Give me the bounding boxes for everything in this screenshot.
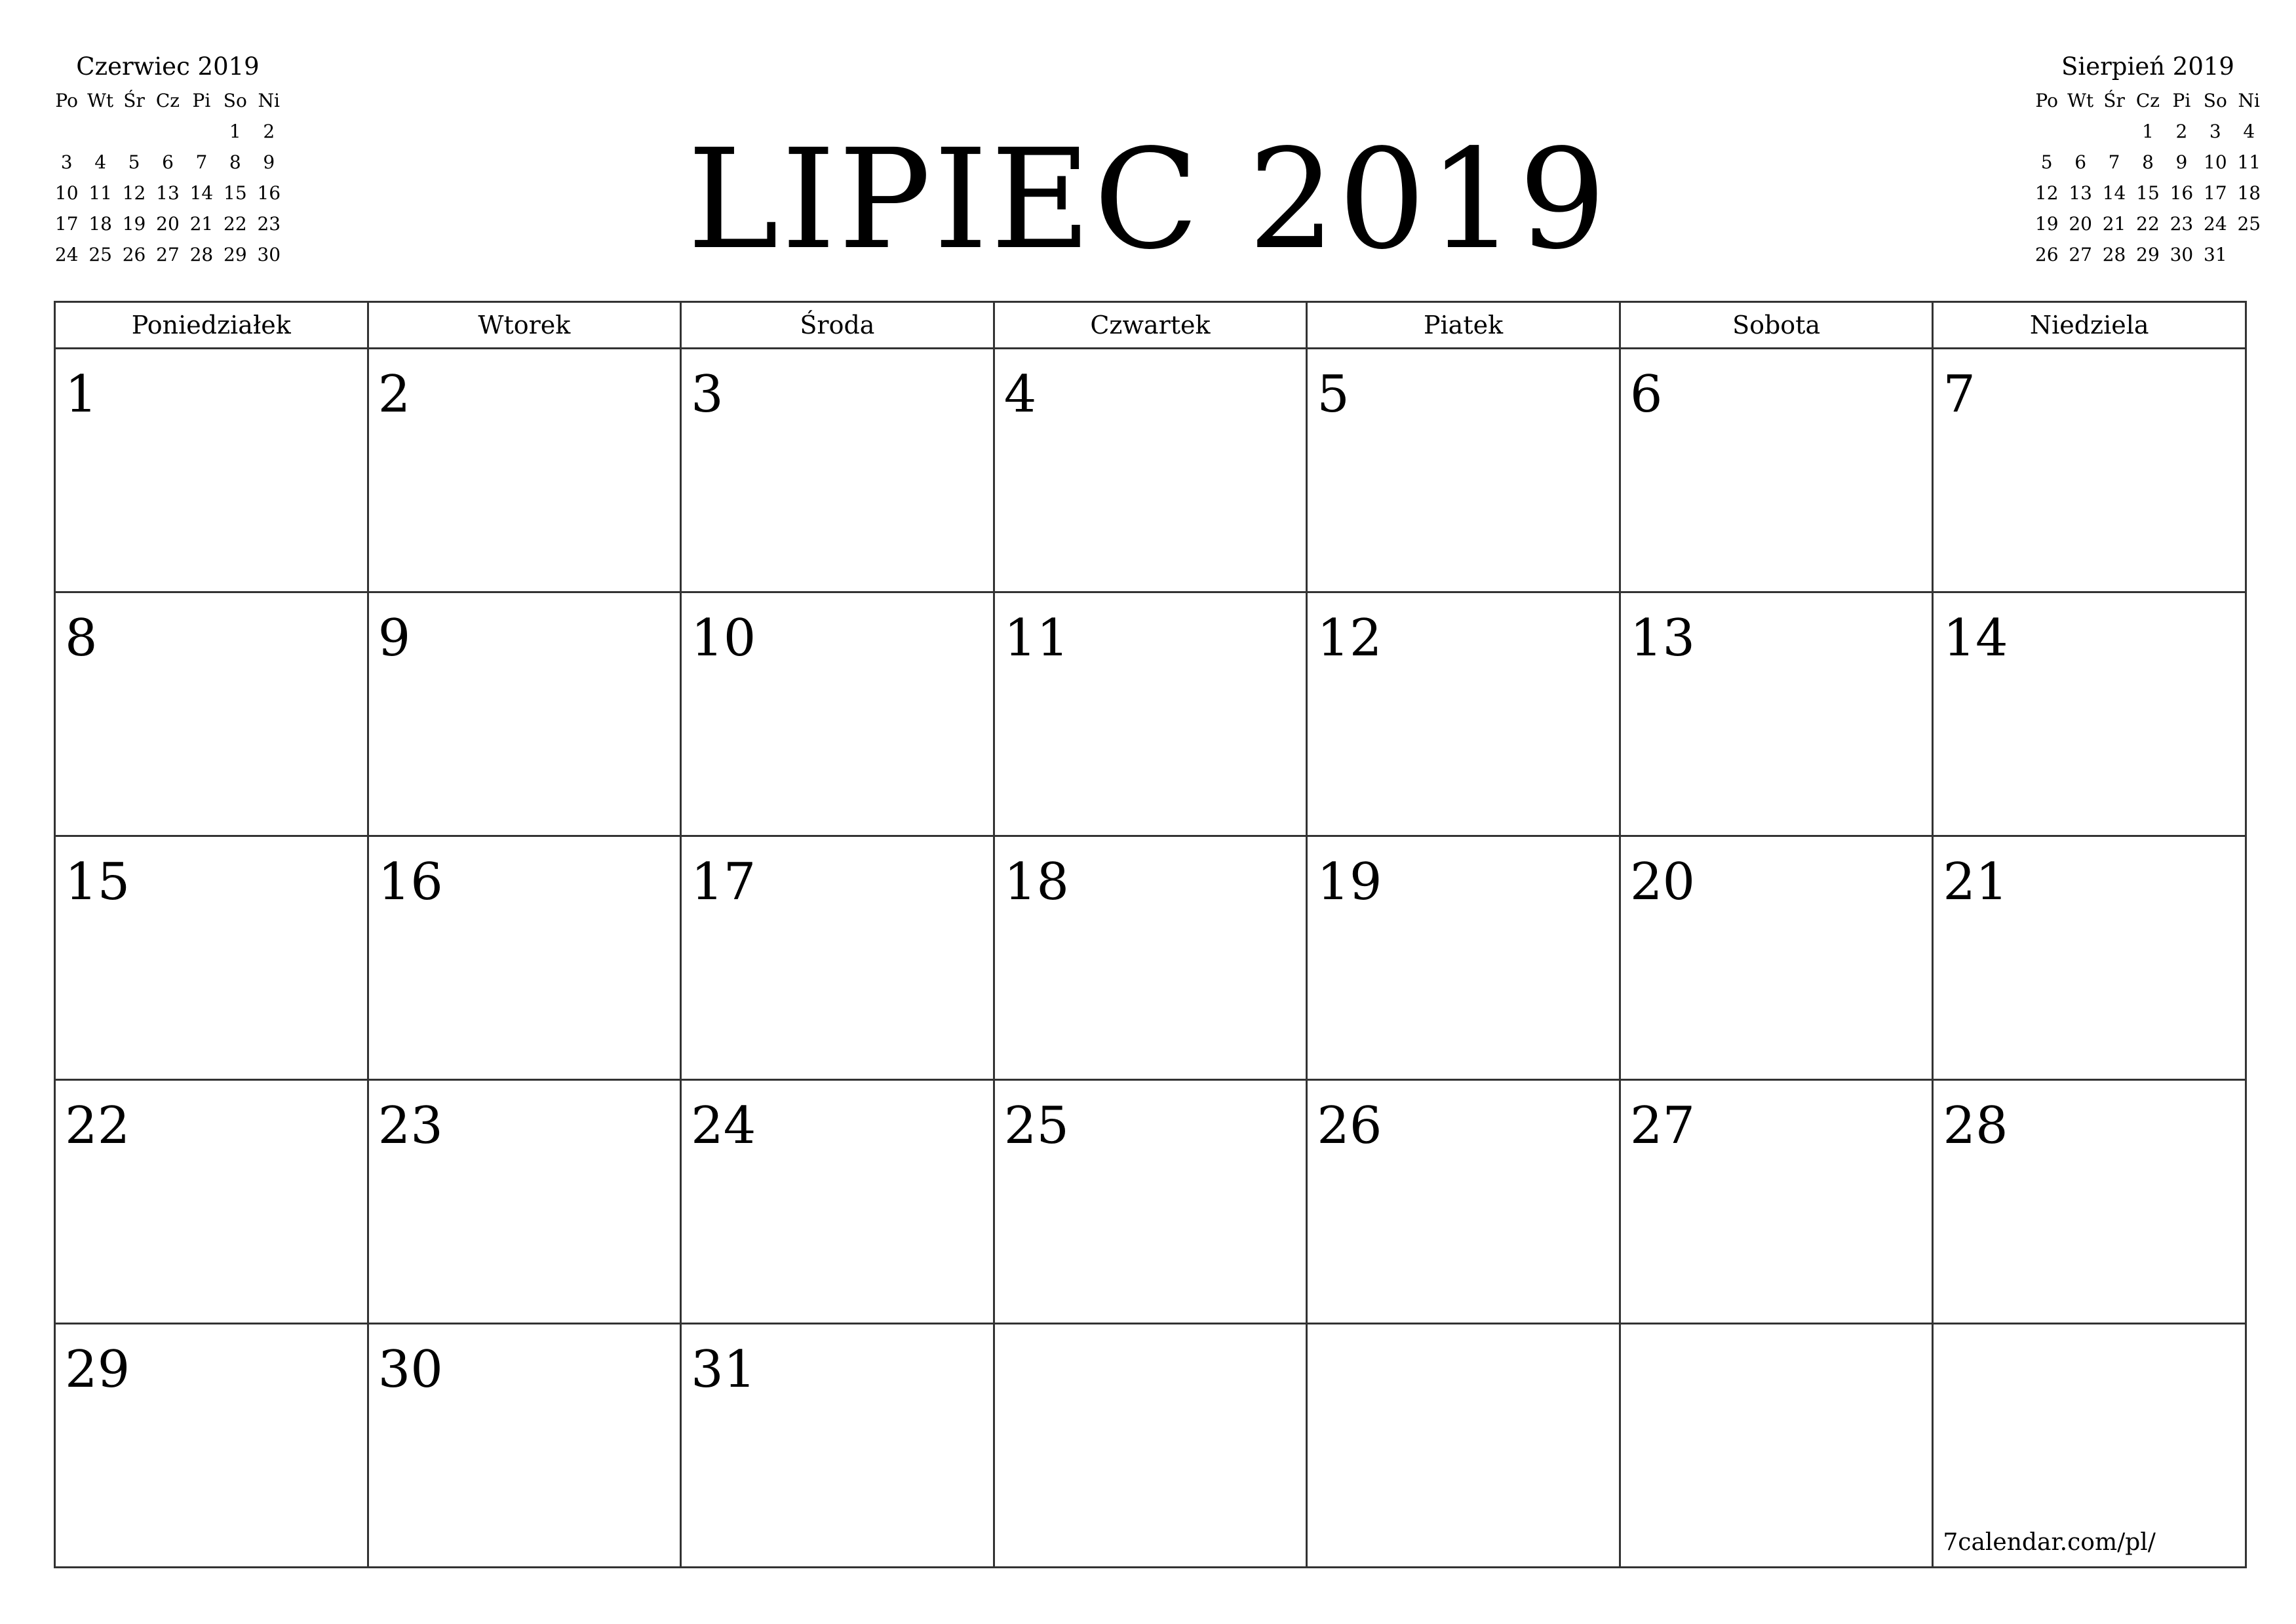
day-cell [1307,592,1620,836]
prev-month-day: 13 [156,182,180,204]
day-number: 8 [65,609,98,668]
day-number: 12 [1317,609,1382,668]
next-month-mini-calendar [2030,48,2266,270]
day-number: 10 [691,609,756,668]
next-month-week-row [2030,147,2266,178]
prev-month-title: Czerwiec 2019 [76,52,260,81]
prev-month-weekday-row [50,85,286,116]
day-cell [368,349,681,592]
day-number: 24 [691,1096,756,1155]
next-month-weekday: Śr [2103,90,2125,111]
next-month-weekday-row [2030,85,2266,116]
day-cell [994,1324,1307,1568]
day-cell [368,592,681,836]
credit-link[interactable]: 7calendar.com/pl/ [1943,1529,2156,1556]
day-number: 26 [1317,1096,1382,1155]
day-cell [55,836,368,1080]
next-month-day: 12 [2034,182,2059,204]
day-number: 5 [1317,365,1350,424]
next-month-day: 23 [2170,213,2194,235]
next-month-title: Sierpień 2019 [2061,52,2234,81]
next-month-day: 6 [2074,151,2087,173]
next-month-day [2030,116,2063,147]
next-month-day: 24 [2204,213,2227,235]
prev-month-day: 23 [257,213,281,235]
day-cell [1933,1324,2246,1568]
next-month-day: 15 [2136,182,2160,204]
day-cell [681,1324,994,1568]
next-month-day: 11 [2237,151,2261,173]
day-cell [1620,349,1933,592]
next-month-table [2030,85,2266,270]
prev-month-day: 14 [189,182,214,204]
day-cell [1933,592,2246,836]
next-month-day: 2 [2175,121,2188,142]
day-number: 27 [1629,1096,1696,1155]
week-row [55,836,2246,1080]
prev-month-day: 11 [88,182,112,204]
day-cell [1933,836,2246,1080]
prev-month-day: 5 [128,151,140,173]
next-month-day: 28 [2102,244,2126,265]
next-month-week-row [2030,208,2266,239]
week-row [55,349,2246,592]
day-number: 14 [1943,609,2008,668]
prev-month-day: 24 [54,244,79,265]
day-cell [681,349,994,592]
prev-month-day: 29 [224,244,247,265]
day-cell [1307,349,1620,592]
prev-month-day: 21 [189,213,214,235]
next-month-day: 1 [2142,121,2154,142]
prev-month-day: 22 [224,213,247,235]
prev-month-day: 4 [94,151,107,173]
day-number: 1 [65,365,98,424]
weekday-header: Czwartek [994,302,1307,349]
next-month-day: 9 [2175,151,2188,173]
month-grid [54,301,2247,1568]
day-cell [681,1080,994,1324]
day-number: 2 [378,365,411,424]
next-month-weekday: Po [2035,90,2058,111]
day-cell [994,592,1307,836]
prev-month-weekday: Śr [123,90,145,111]
weekday-header: Niedziela [1933,302,2246,349]
day-number: 28 [1943,1096,2008,1155]
prev-month-day: 16 [257,182,281,204]
day-cell [55,1324,368,1568]
prev-month-weekday: So [223,90,247,111]
next-month-day: 26 [2034,244,2059,265]
day-number: 22 [65,1096,130,1155]
weekday-header: Sobota [1620,302,1933,349]
prev-month-day: 12 [122,182,146,204]
next-month-day [2232,239,2266,270]
next-month-day: 25 [2237,213,2261,235]
prev-month-day: 10 [54,182,79,204]
day-cell [1620,1324,1933,1568]
prev-month-day: 15 [224,182,247,204]
next-month-weekday: Wt [2067,90,2094,111]
day-cell [1620,592,1933,836]
next-month-day: 10 [2204,151,2227,173]
prev-month-day: 25 [88,244,112,265]
day-number: 4 [1003,365,1037,424]
next-month-day [2097,116,2131,147]
next-month-day: 21 [2102,213,2126,235]
next-month-day: 14 [2102,182,2126,204]
prev-month-day: 7 [195,151,208,173]
day-cell [681,836,994,1080]
day-cell [994,836,1307,1080]
prev-month-day: 30 [257,244,281,265]
prev-month-day: 2 [263,121,275,142]
next-month-weekday: So [2203,90,2227,111]
day-cell [368,1080,681,1324]
month-grid-body [55,349,2246,1568]
next-month-week-row [2030,116,2266,147]
next-month-day: 22 [2136,213,2160,235]
week-row [55,1324,2246,1568]
prev-month-day: 20 [156,213,180,235]
prev-month-weekday: Wt [87,90,114,111]
day-number: 9 [378,609,411,668]
next-month-day: 31 [2204,244,2227,265]
day-cell [1933,349,2246,592]
weekday-header-row [55,302,2246,349]
day-cell [994,349,1307,592]
next-month-day [2063,116,2097,147]
day-number: 19 [1317,853,1382,912]
next-month-day: 8 [2142,151,2154,173]
day-number: 25 [1003,1096,1069,1155]
day-number: 7 [1943,365,1976,424]
next-month-day: 19 [2034,213,2059,235]
next-month-day: 3 [2209,121,2221,142]
prev-month-day: 18 [88,213,112,235]
next-month-day: 30 [2170,244,2194,265]
day-number: 30 [378,1340,443,1399]
day-cell [994,1080,1307,1324]
prev-month-day: 19 [122,213,146,235]
page-title: LIPIEC 2019 [687,119,1609,280]
day-number: 3 [691,365,724,424]
day-cell [55,592,368,836]
prev-month-weekday: Pi [192,90,211,111]
day-cell [368,1324,681,1568]
next-month-weekday: Pi [2172,90,2191,111]
next-month-day: 5 [2040,151,2053,173]
day-number: 16 [378,853,443,912]
next-month-day: 29 [2136,244,2160,265]
day-number: 23 [378,1096,443,1155]
next-month-day: 17 [2204,182,2227,204]
day-number: 13 [1629,609,1696,668]
day-number: 6 [1629,365,1663,424]
prev-month-day: 3 [60,151,73,173]
next-month-week-row [2030,239,2266,270]
prev-month-day: 27 [156,244,180,265]
day-number: 17 [691,853,756,912]
weekday-header: Piatek [1307,302,1620,349]
next-month-week-row [2030,178,2266,208]
day-number: 15 [65,853,130,912]
day-number: 11 [1003,609,1069,668]
next-month-day: 16 [2170,182,2194,204]
prev-month-weekday: Po [55,90,78,111]
day-cell [1933,1080,2246,1324]
week-row [55,592,2246,836]
next-month-day: 18 [2237,182,2261,204]
next-month-weekday: Cz [2135,90,2160,111]
day-cell [681,592,994,836]
prev-month-day: 9 [263,151,275,173]
day-cell [368,836,681,1080]
day-number: 20 [1629,853,1696,912]
day-cell [1620,836,1933,1080]
prev-month-weekday: Cz [155,90,180,111]
prev-month-day: 6 [162,151,174,173]
weekday-header: Poniedziałek [55,302,368,349]
weekday-header: Środa [681,302,994,349]
day-number: 31 [691,1340,756,1399]
day-cell [1307,836,1620,1080]
day-number: 29 [65,1340,130,1399]
prev-month-day: 26 [122,244,146,265]
prev-month-day: 17 [54,213,79,235]
day-cell [55,349,368,592]
next-month-weekday: Ni [2238,90,2260,111]
next-month-day: 20 [2069,213,2092,235]
prev-month-day: 1 [229,121,241,142]
next-month-day: 27 [2069,244,2092,265]
day-cell [1307,1080,1620,1324]
next-month-day: 7 [2108,151,2120,173]
weekday-header: Wtorek [368,302,681,349]
day-cell [55,1080,368,1324]
prev-month-weekday: Ni [258,90,280,111]
week-row [55,1080,2246,1324]
day-cell [1620,1080,1933,1324]
prev-month-day: 8 [229,151,241,173]
next-month-days [2030,116,2266,270]
day-number: 18 [1003,853,1069,912]
day-number: 21 [1943,853,2008,912]
prev-month-day: 28 [189,244,214,265]
next-month-day: 13 [2069,182,2092,204]
day-cell [1307,1324,1620,1568]
next-month-day: 4 [2243,121,2255,142]
